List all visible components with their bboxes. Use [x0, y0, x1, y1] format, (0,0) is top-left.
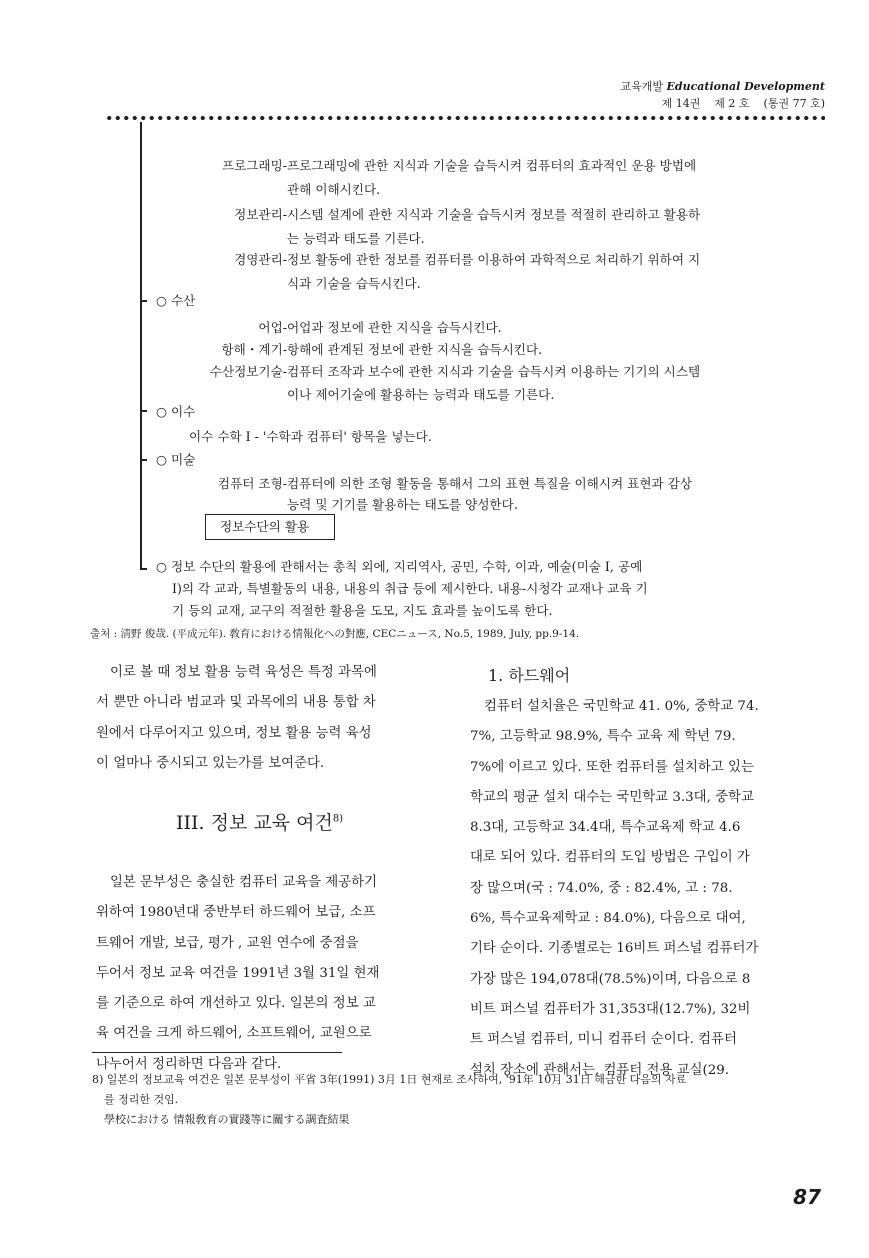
text-line: 위하여 1980년대 중반부터 하드웨어 보급, 소프	[96, 905, 376, 921]
journal-title	[621, 78, 826, 95]
item-desc: 시스템 설계에 관한 지식과 기술을 습득시켜 정보를 적절히 관리하고 활용하	[287, 207, 701, 222]
text-line: 7%, 고등학교 98.9%, 특수 교육 제 학년 79.	[470, 729, 736, 745]
subsection-heading: 1. 하드웨어	[488, 666, 571, 685]
page-number: 87	[793, 1185, 821, 1209]
item-term: 수산정보기술-	[209, 364, 287, 379]
text-line: 가장 많은 194,078대(78.5%)이며, 다음으로 8	[470, 971, 751, 987]
journal-title-ko: 교육개발	[620, 80, 664, 93]
item-desc: 프로그래밍에 관한 지식과 기술을 습득시켜 컴퓨터의 효과적인 운용 방법에	[287, 158, 697, 173]
text-line: 이로 볼 때 정보 활용 능력 육성은 특정 과목에	[110, 665, 377, 680]
text-line: 원에서 다루어지고 있으며, 정보 활용 능력 육성	[96, 725, 372, 741]
right-paragraph	[470, 692, 759, 1086]
item-term: 정보관리-	[234, 207, 287, 222]
left-paragraph-1	[96, 658, 377, 779]
footnote	[92, 1070, 686, 1130]
closing-line: 기 등의 교재, 교구의 적절한 활용을 도모, 지도 효과를 높이도록 한다.	[172, 603, 553, 618]
item-term: 어업-	[258, 320, 287, 335]
item-desc: 관해 이해시킨다.	[287, 182, 381, 197]
item-desc: 정보 활동에 관한 정보를 컴퓨터를 이용하여 과학적으로 처리하기 위하여 지	[287, 252, 701, 267]
item-desc: 식과 기술을 습득시킨다.	[287, 276, 421, 291]
text-line: 장 많으며(국 : 74.0%, 중 : 82.4%, 고 : 78.	[470, 880, 733, 896]
box-label: 정보수단의 활용	[205, 514, 335, 540]
section-misul: ○ 미술	[156, 452, 196, 467]
text-line: 비트 퍼스널 컴퓨터가 31,353대(12.7%), 32비	[470, 1001, 751, 1017]
item-desc: 컴퓨터에 의한 조형 활동을 통해서 그의 표현 특질을 이해시켜 표현과 감상	[287, 476, 692, 491]
section-heading	[176, 808, 343, 835]
text-line: 대로 되어 있다. 컴퓨터의 도입 방법은 구입이 가	[470, 850, 750, 866]
text-line: 를 기준으로 하여 개선하고 있다. 일본의 정보 교	[96, 996, 376, 1012]
text-line: 학교의 평균 설치 대수는 국민학교 3.3대, 중학교	[470, 789, 754, 805]
item-desc: 능력 및 기기를 활용하는 태도를 양성한다.	[287, 497, 518, 512]
branch-tick	[140, 568, 147, 570]
text-line: 서 뿐만 아니라 범교과 및 과목에의 내용 통합 차	[96, 695, 376, 711]
text-line: 두어서 정보 교육 여건을 1991년 3월 31일 현재	[96, 965, 380, 981]
box-left-border	[140, 122, 142, 570]
text-line: 6%, 특수교육제학교 : 84.0%), 다음으로 대여,	[470, 911, 746, 927]
text-line: 일본 문부성은 충실한 컴퓨터 교육을 제공하기	[110, 875, 378, 890]
dotted-divider	[105, 114, 825, 122]
text-line: 기타 순이다. 기종별로는 16비트 퍼스널 컴퓨터가	[470, 941, 759, 957]
section-isu: ○ 이수	[156, 404, 196, 419]
footnote-rule	[92, 1052, 342, 1053]
branch-tick	[140, 410, 147, 412]
item-desc: 어업과 정보에 관한 지식을 습득시킨다.	[287, 320, 502, 335]
running-header	[621, 78, 826, 112]
item-term: 프로그래밍-	[221, 158, 287, 173]
text-line: 나누어서 정리하면 다음과 같다.	[96, 1056, 282, 1072]
footnote-line: 를 정리한 것임.	[104, 1093, 179, 1106]
item-desc: 컴퓨터 조작과 보수에 관한 지식과 기술을 습득시켜 이용하는 기기의 시스템	[287, 364, 701, 379]
item-term: 컴퓨터 조형-	[217, 476, 287, 491]
text-line: 이 얼마나 중시되고 있는가를 보여준다.	[96, 755, 325, 771]
isu-line: 이수 수학 I - '수학과 컴퓨터' 항목을 넣는다.	[189, 429, 432, 444]
text-line: 8.3대, 고등학교 34.4대, 특수교육제 학교 4.6	[470, 820, 741, 836]
item-desc: 이나 제어기술에 활용하는 능력과 태도를 기른다.	[287, 387, 555, 402]
closing-line: I)의 각 교과, 특별활동의 내용, 내용의 취급 등에 제시한다. 내용-시청각 교재나 교육 기	[172, 581, 648, 596]
section-heading-text: III. 정보 교육 여건	[176, 812, 333, 834]
section-susan: ○ 수산	[156, 293, 196, 308]
footnote-line: 8) 일본의 정보교육 여건은 일본 문부성이 平省 3年(1991) 3月 1日 현재로 조사하여, '91年 10月 31日 해금한 다음의 자료	[92, 1073, 687, 1086]
source-citation: 출처 : 淸野 俊哉. (平成元年). 敎育における情報化への對應, CECニュース, No.5, 1989, July, pp.9-14.	[90, 628, 580, 640]
item-term: 경영관리-	[234, 252, 287, 267]
text-line: 트 퍼스널 컴퓨터, 미니 컴퓨터 순이다. 컴퓨터	[470, 1032, 737, 1048]
closing-line: ○ 정보 수단의 활용에 관해서는 총칙 외에, 지리역사, 공민, 수학, 이과, 예술(미술 I, 공예	[156, 559, 643, 574]
journal-title-en: Educational Development	[666, 80, 825, 93]
text-line: 육 여건을 크게 하드웨어, 소프트웨어, 교원으로	[96, 1026, 372, 1042]
footnote-title: 學校における 情報敎育の實踐等に關する調査結果	[104, 1113, 350, 1126]
footnote-ref: 8)	[332, 813, 344, 825]
text-line: 트웨어 개발, 보급, 평가 , 교원 연수에 중점을	[96, 935, 359, 951]
branch-tick	[140, 300, 147, 302]
branch-tick	[140, 459, 147, 461]
text-line: 7%에 이르고 있다. 또한 컴퓨터를 설치하고 있는	[470, 759, 754, 775]
item-desc: 항해에 관계된 정보에 관한 지식을 습득시킨다.	[287, 342, 543, 357]
left-paragraph-2	[96, 868, 379, 1080]
text-line: 설치 장소에 관해서는, 컴퓨터 전용 교실(29.	[470, 1062, 730, 1078]
text-line: 컴퓨터 설치율은 국민학교 41. 0%, 중학교 74.	[484, 699, 759, 714]
item-term: 항해・계기-	[221, 342, 287, 357]
issue-info: 제 14권 제 2 호 (통권 77 호)	[661, 97, 825, 110]
item-desc: 는 능력과 태도를 기른다.	[287, 231, 425, 246]
